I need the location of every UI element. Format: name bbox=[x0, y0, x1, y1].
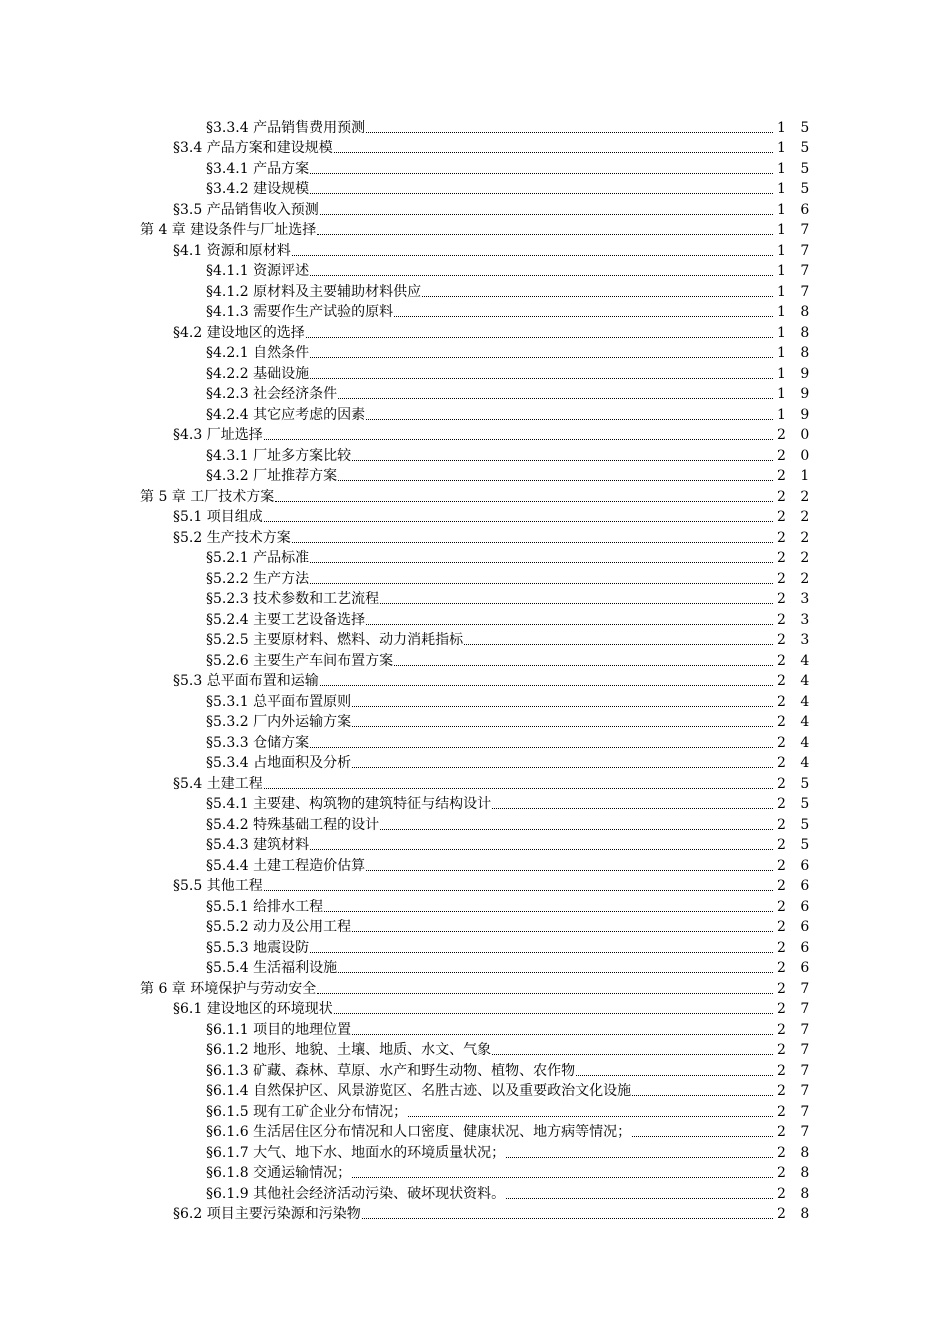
toc-entry-page-number: 2 7 bbox=[777, 980, 815, 997]
toc-entry[interactable] bbox=[0, 116, 950, 137]
toc-entry-page-number: 2 3 bbox=[777, 632, 815, 648]
toc-entry-page-number: 2 4 bbox=[777, 652, 815, 669]
toc-entry-title: §5.3.3 仓储方案 bbox=[206, 734, 310, 751]
toc-entry-page-number: 2 8 bbox=[777, 1144, 815, 1161]
toc-entry-page-number: 2 4 bbox=[777, 755, 815, 771]
toc-entry-title: §5.3.4 占地面积及分析 bbox=[206, 755, 352, 771]
toc-dot-leader bbox=[264, 521, 773, 522]
toc-entry-page-number: 1 9 bbox=[777, 365, 815, 382]
toc-entry-title: §4.2.4 其它应考虑的因素 bbox=[206, 406, 366, 423]
toc-entry-title: §3.5 产品销售收入预测 bbox=[173, 201, 319, 218]
toc-entry-title: §5.4.1 主要建、构筑物的建筑特征与结构设计 bbox=[206, 796, 492, 812]
toc-entry-page-number: 2 6 bbox=[777, 857, 815, 874]
toc-entry-title: 第 6 章 环境保护与劳动安全 bbox=[140, 980, 317, 997]
toc-entry-title: §5.1 项目组成 bbox=[173, 509, 263, 525]
toc-entry[interactable] bbox=[0, 1162, 950, 1183]
toc-dot-leader bbox=[310, 952, 773, 953]
toc-entry-page-number: 2 0 bbox=[777, 427, 815, 443]
toc-entry-title: §4.1 资源和原材料 bbox=[173, 242, 291, 259]
toc-entry-page-number: 2 4 bbox=[777, 673, 815, 689]
toc-entry[interactable] bbox=[0, 178, 950, 199]
toc-entry[interactable] bbox=[0, 1039, 950, 1060]
toc-dot-leader bbox=[310, 583, 773, 584]
toc-entry-title: §6.1.5 现有工矿企业分布情况； bbox=[206, 1103, 408, 1120]
toc-entry-title: §4.1.3 需要作生产试验的原料 bbox=[206, 304, 394, 320]
toc-dot-leader bbox=[362, 1218, 773, 1219]
toc-dot-leader bbox=[506, 1157, 773, 1158]
toc-dot-leader bbox=[380, 829, 773, 830]
toc-entry[interactable] bbox=[0, 711, 950, 732]
toc-dot-leader bbox=[338, 398, 773, 399]
toc-dot-leader bbox=[366, 624, 773, 625]
toc-dot-leader bbox=[352, 1177, 773, 1178]
toc-entry-page-number: 1 8 bbox=[777, 324, 815, 341]
toc-entry-title: §4.1.2 原材料及主要辅助材料供应 bbox=[206, 283, 422, 300]
toc-entry-page-number: 2 6 bbox=[777, 939, 815, 956]
toc-entry-page-number: 1 7 bbox=[777, 242, 815, 259]
toc-entry[interactable] bbox=[0, 424, 950, 445]
toc-entry[interactable] bbox=[0, 793, 950, 814]
toc-entry[interactable] bbox=[0, 752, 950, 773]
toc-entry[interactable] bbox=[0, 403, 950, 424]
toc-dot-leader bbox=[464, 644, 773, 645]
toc-dot-leader bbox=[394, 316, 773, 317]
toc-entry[interactable] bbox=[0, 1182, 950, 1203]
toc-dot-leader bbox=[334, 1013, 773, 1014]
toc-entry-page-number: 2 0 bbox=[777, 447, 815, 464]
toc-entry-title: §5.2.6 主要生产车间布置方案 bbox=[206, 652, 394, 669]
toc-dot-leader bbox=[264, 890, 773, 891]
toc-entry-title: §6.1.1 项目的地理位置 bbox=[206, 1021, 352, 1038]
toc-entry-title: §5.4.3 建筑材料 bbox=[206, 837, 310, 853]
toc-entry-page-number: 2 6 bbox=[777, 919, 815, 935]
toc-entry[interactable] bbox=[0, 936, 950, 957]
toc-entry-title: §3.3.4 产品销售费用预测 bbox=[206, 119, 366, 136]
toc-entry-title: §6.1.2 地形、地貌、土壤、地质、水文、气象 bbox=[206, 1042, 492, 1058]
toc-entry[interactable] bbox=[0, 280, 950, 301]
toc-dot-leader bbox=[310, 193, 773, 194]
toc-entry-page-number: 2 6 bbox=[777, 878, 815, 894]
toc-dot-leader bbox=[306, 337, 773, 338]
toc-entry-title: §6.1.8 交通运输情况； bbox=[206, 1165, 352, 1181]
toc-entry-page-number: 1 9 bbox=[777, 386, 815, 402]
toc-entry-page-number: 1 7 bbox=[777, 222, 815, 238]
toc-entry[interactable] bbox=[0, 690, 950, 711]
toc-dot-leader bbox=[310, 357, 773, 358]
toc-entry-page-number: 2 7 bbox=[777, 1042, 815, 1058]
toc-entry-title: §6.1.7 大气、地下水、地面水的环境质量状况； bbox=[206, 1144, 506, 1161]
toc-entry-page-number: 2 4 bbox=[777, 693, 815, 710]
toc-dot-leader bbox=[366, 870, 773, 871]
toc-entry-page-number: 2 8 bbox=[777, 1206, 815, 1222]
toc-dot-leader bbox=[366, 419, 773, 420]
toc-entry-page-number: 1 8 bbox=[777, 304, 815, 320]
toc-entry[interactable] bbox=[0, 485, 950, 506]
toc-entry[interactable] bbox=[0, 383, 950, 404]
toc-entry[interactable] bbox=[0, 260, 950, 281]
toc-entry[interactable] bbox=[0, 1141, 950, 1162]
toc-entry-title: §5.4.4 土建工程造价估算 bbox=[206, 857, 366, 874]
toc-dot-leader bbox=[576, 1075, 773, 1076]
toc-entry-title: §5.4 土建工程 bbox=[173, 775, 263, 792]
toc-entry[interactable] bbox=[0, 875, 950, 896]
toc-entry-title: §6.1.3 矿藏、森林、草原、水产和野生动物、植物、农作物 bbox=[206, 1062, 576, 1079]
toc-entry-page-number: 2 5 bbox=[777, 816, 815, 833]
toc-entry[interactable] bbox=[0, 1059, 950, 1080]
toc-dot-leader bbox=[352, 767, 773, 768]
toc-entry-title: §5.4.2 特殊基础工程的设计 bbox=[206, 816, 380, 833]
toc-entry-page-number: 2 2 bbox=[777, 570, 815, 587]
toc-dot-leader bbox=[366, 132, 773, 133]
toc-entry-title: §5.5 其他工程 bbox=[173, 878, 263, 894]
toc-entry[interactable] bbox=[0, 813, 950, 834]
toc-entry-page-number: 2 5 bbox=[777, 775, 815, 792]
toc-entry-title: §5.5.1 给排水工程 bbox=[206, 898, 324, 915]
toc-dot-leader bbox=[310, 849, 773, 850]
toc-entry-title: §4.1.1 资源评述 bbox=[206, 263, 310, 279]
toc-entry-title: §6.1.9 其他社会经济活动污染、破坏现状资料。 bbox=[206, 1185, 506, 1202]
toc-entry-page-number: 2 2 bbox=[777, 550, 815, 566]
toc-entry-page-number: 1 5 bbox=[777, 119, 815, 136]
toc-entry[interactable] bbox=[0, 998, 950, 1019]
toc-entry[interactable] bbox=[0, 608, 950, 629]
toc-entry[interactable] bbox=[0, 588, 950, 609]
toc-entry-page-number: 2 6 bbox=[777, 898, 815, 915]
toc-entry[interactable] bbox=[0, 321, 950, 342]
toc-entry-page-number: 2 7 bbox=[777, 1124, 815, 1140]
toc-dot-leader bbox=[310, 378, 773, 379]
toc-entry-title: §5.5.3 地震设防 bbox=[206, 939, 310, 956]
toc-dot-leader bbox=[632, 1136, 773, 1137]
toc-entry[interactable] bbox=[0, 1100, 950, 1121]
toc-entry-title: §3.4.1 产品方案 bbox=[206, 160, 310, 177]
toc-entry[interactable] bbox=[0, 444, 950, 465]
toc-entry-page-number: 2 4 bbox=[777, 734, 815, 751]
toc-entry-title: §4.3.1 厂址多方案比较 bbox=[206, 447, 352, 464]
toc-entry-page-number: 1 5 bbox=[777, 160, 815, 177]
toc-entry-page-number: 2 2 bbox=[777, 509, 815, 525]
toc-entry-page-number: 2 6 bbox=[777, 960, 815, 976]
toc-dot-leader bbox=[310, 173, 773, 174]
toc-entry-page-number: 1 5 bbox=[777, 181, 815, 197]
toc-dot-leader bbox=[334, 152, 773, 153]
toc-entry[interactable] bbox=[0, 526, 950, 547]
toc-dot-leader bbox=[506, 1198, 773, 1199]
toc-entry-title: §6.1 建设地区的环境现状 bbox=[173, 1001, 333, 1017]
toc-entry-page-number: 1 6 bbox=[777, 201, 815, 218]
toc-entry-title: §5.2 生产技术方案 bbox=[173, 529, 291, 546]
toc-entry-title: §5.2.5 主要原材料、燃料、动力消耗指标 bbox=[206, 632, 464, 648]
toc-dot-leader bbox=[394, 665, 773, 666]
toc-entry-page-number: 2 5 bbox=[777, 837, 815, 853]
toc-entry-title: §6.2 项目主要污染源和污染物 bbox=[173, 1206, 361, 1222]
toc-entry-title: §5.2.1 产品标准 bbox=[206, 550, 310, 566]
toc-entry-title: §4.2 建设地区的选择 bbox=[173, 324, 305, 341]
toc-entry[interactable] bbox=[0, 239, 950, 260]
toc-entry-title: §4.3 厂址选择 bbox=[173, 427, 263, 443]
toc-dot-leader bbox=[380, 603, 773, 604]
toc-entry-title: §3.4.2 建设规模 bbox=[206, 181, 310, 197]
toc-dot-leader bbox=[310, 747, 773, 748]
toc-entry-title: §5.2.2 生产方法 bbox=[206, 570, 310, 587]
toc-entry[interactable] bbox=[0, 1018, 950, 1039]
toc-entry[interactable] bbox=[0, 629, 950, 650]
toc-entry-title: §5.2.4 主要工艺设备选择 bbox=[206, 611, 366, 628]
toc-entry[interactable] bbox=[0, 198, 950, 219]
toc-dot-leader bbox=[292, 542, 773, 543]
toc-entry-page-number: 1 7 bbox=[777, 283, 815, 300]
toc-dot-leader bbox=[408, 1116, 773, 1117]
toc-entry-page-number: 2 2 bbox=[777, 529, 815, 546]
toc-entry-title: §5.5.4 生活福利设施 bbox=[206, 960, 338, 976]
toc-entry[interactable] bbox=[0, 895, 950, 916]
toc-dot-leader bbox=[320, 214, 773, 215]
toc-entry-title: §4.2.2 基础设施 bbox=[206, 365, 310, 382]
toc-entry-page-number: 2 3 bbox=[777, 611, 815, 628]
toc-dot-leader bbox=[317, 234, 773, 235]
toc-entry-title: §4.2.1 自然条件 bbox=[206, 345, 310, 361]
toc-entry-title: §5.3.2 厂内外运输方案 bbox=[206, 714, 352, 730]
toc-dot-leader bbox=[324, 911, 773, 912]
toc-entry[interactable] bbox=[0, 731, 950, 752]
toc-dot-leader bbox=[317, 993, 773, 994]
toc-entry-title: 第 5 章 工厂技术方案 bbox=[140, 488, 275, 505]
toc-entry-page-number: 1 5 bbox=[777, 140, 815, 156]
toc-entry[interactable] bbox=[0, 219, 950, 240]
toc-entry-page-number: 2 3 bbox=[777, 591, 815, 607]
toc-entry-title: §5.3 总平面布置和运输 bbox=[173, 673, 319, 689]
toc-dot-leader bbox=[352, 460, 773, 461]
toc-dot-leader bbox=[352, 726, 773, 727]
toc-entry[interactable] bbox=[0, 772, 950, 793]
toc-entry[interactable] bbox=[0, 977, 950, 998]
toc-entry[interactable] bbox=[0, 362, 950, 383]
toc-entry-page-number: 2 7 bbox=[777, 1062, 815, 1079]
toc-entry[interactable] bbox=[0, 137, 950, 158]
toc-dot-leader bbox=[632, 1095, 773, 1096]
toc-dot-leader bbox=[275, 501, 773, 502]
toc-entry-title: §4.2.3 社会经济条件 bbox=[206, 386, 338, 402]
toc-entry-page-number: 2 7 bbox=[777, 1001, 815, 1017]
toc-entry-title: §6.1.6 生活居住区分布情况和人口密度、健康状况、地方病等情况； bbox=[206, 1124, 632, 1140]
toc-entry[interactable] bbox=[0, 834, 950, 855]
toc-entry-page-number: 2 5 bbox=[777, 796, 815, 812]
toc-dot-leader bbox=[264, 788, 773, 789]
toc-entry[interactable] bbox=[0, 916, 950, 937]
toc-entry-page-number: 1 8 bbox=[777, 345, 815, 361]
toc-entry[interactable] bbox=[0, 1121, 950, 1142]
toc-entry-title: 第 4 章 建设条件与厂址选择 bbox=[140, 222, 317, 238]
toc-entry-page-number: 2 7 bbox=[777, 1103, 815, 1120]
toc-entry-page-number: 1 7 bbox=[777, 263, 815, 279]
toc-entry-page-number: 2 1 bbox=[777, 468, 815, 484]
toc-entry[interactable] bbox=[0, 854, 950, 875]
toc-entry-title: §4.3.2 厂址推荐方案 bbox=[206, 468, 338, 484]
toc-entry-page-number: 1 9 bbox=[777, 406, 815, 423]
toc-entry-page-number: 2 2 bbox=[777, 488, 815, 505]
toc-entry[interactable] bbox=[0, 1203, 950, 1224]
toc-entry[interactable] bbox=[0, 547, 950, 568]
toc-dot-leader bbox=[320, 685, 773, 686]
toc-dot-leader bbox=[310, 275, 773, 276]
toc-dot-leader bbox=[492, 808, 773, 809]
toc-entry-title: §5.2.3 技术参数和工艺流程 bbox=[206, 591, 380, 607]
toc-entry[interactable] bbox=[0, 342, 950, 363]
toc-dot-leader bbox=[264, 439, 773, 440]
toc-entry[interactable] bbox=[0, 957, 950, 978]
toc-entry[interactable] bbox=[0, 301, 950, 322]
toc-entry-page-number: 2 7 bbox=[777, 1083, 815, 1099]
toc-entry[interactable] bbox=[0, 465, 950, 486]
toc-dot-leader bbox=[352, 706, 773, 707]
toc-dot-leader bbox=[352, 931, 773, 932]
toc-entry[interactable] bbox=[0, 649, 950, 670]
toc-entry[interactable] bbox=[0, 157, 950, 178]
toc-dot-leader bbox=[422, 296, 773, 297]
toc-entry-title: §5.5.2 动力及公用工程 bbox=[206, 919, 352, 935]
toc-entry[interactable] bbox=[0, 506, 950, 527]
toc-entry-page-number: 2 4 bbox=[777, 714, 815, 730]
toc-entry[interactable] bbox=[0, 670, 950, 691]
toc-dot-leader bbox=[310, 562, 773, 563]
toc-entry[interactable] bbox=[0, 567, 950, 588]
toc-entry-title: §6.1.4 自然保护区、风景游览区、名胜古迹、以及重要政治文化设施 bbox=[206, 1083, 632, 1099]
table-of-contents bbox=[0, 116, 950, 1223]
toc-dot-leader bbox=[338, 972, 773, 973]
toc-dot-leader bbox=[292, 255, 773, 256]
toc-entry-page-number: 2 8 bbox=[777, 1165, 815, 1181]
toc-entry-page-number: 2 7 bbox=[777, 1021, 815, 1038]
toc-entry-title: §3.4 产品方案和建设规模 bbox=[173, 140, 333, 156]
toc-entry-page-number: 2 8 bbox=[777, 1185, 815, 1202]
toc-entry[interactable] bbox=[0, 1080, 950, 1101]
toc-dot-leader bbox=[338, 480, 773, 481]
toc-dot-leader bbox=[352, 1034, 773, 1035]
toc-entry-title: §5.3.1 总平面布置原则 bbox=[206, 693, 352, 710]
toc-dot-leader bbox=[492, 1054, 773, 1055]
